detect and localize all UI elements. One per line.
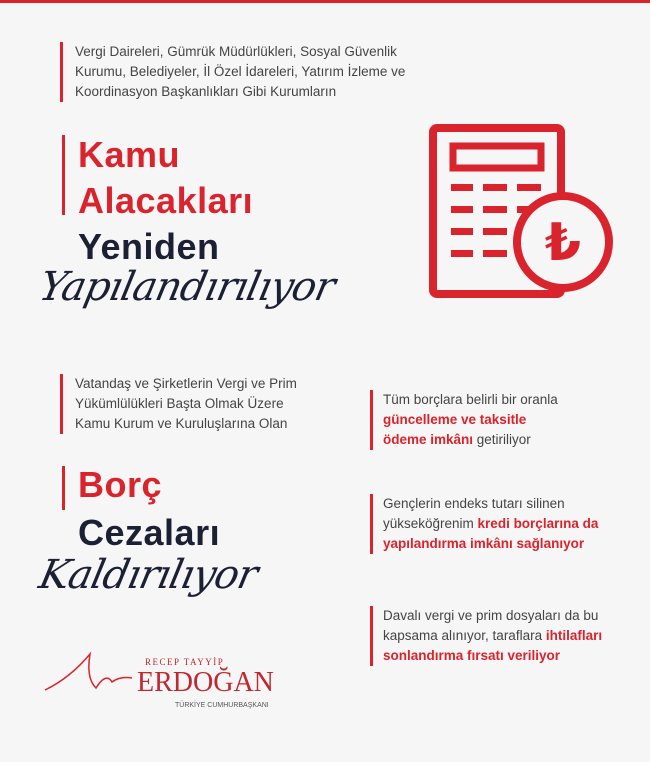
headline-borc: Borç [78,464,163,505]
accent-bar [62,466,65,510]
section2-intro: Vatandaş ve Şirketlerin Vergi ve Prim Yükümlülükleri Başta Olmak Üzere Kamu Kurum ve Kuruluşlarına Olan [60,374,310,434]
signature-icon [40,648,140,698]
headline-alacaklari: Alacakları [78,180,254,221]
headline-kamu: Kamu [78,134,181,175]
headline-cezalari: Cezaları [78,512,221,553]
accent-bar [62,135,65,215]
signature-last-name: ERDOĞAN [137,667,274,698]
section1-intro: Vergi Daireleri, Gümrük Müdürlükleri, Sosyal Güvenlik Kurumu, Belediyeler, İl Özel İdareleri, Yatırım İzleme ve Koordinasyon Başkanlıkları Gibi Kurumların [60,42,420,102]
top-accent-line [0,0,650,3]
signature-first-name: RECEP TAYYİP [145,657,225,667]
script-kaldiriliyor: Kaldırılıyor [35,552,262,598]
bullet-item: Davalı vergi ve prim dosyaları da bu kapsama alınıyor, taraflara ihtilafları sonlandırma fırsatı veriliyor [370,606,620,666]
headline-yeniden: Yeniden [78,226,220,267]
script-yapilandiriliyor: Yapılandırılıyor [35,264,339,310]
lira-document-icon [425,122,615,307]
bullet-item: Tüm borçlara belirli bir oranla güncelleme ve taksitle ödeme imkânı getiriliyor [370,390,570,450]
signature-title: TÜRKİYE CUMHURBAŞKANI [175,702,269,709]
bullet-item: Gençlerin endeks tutarı silinen yükseköğrenim kredi borçlarına da yapılandırma imkânı sağlanıyor [370,494,620,554]
svg-text:₺: ₺ [544,213,582,273]
